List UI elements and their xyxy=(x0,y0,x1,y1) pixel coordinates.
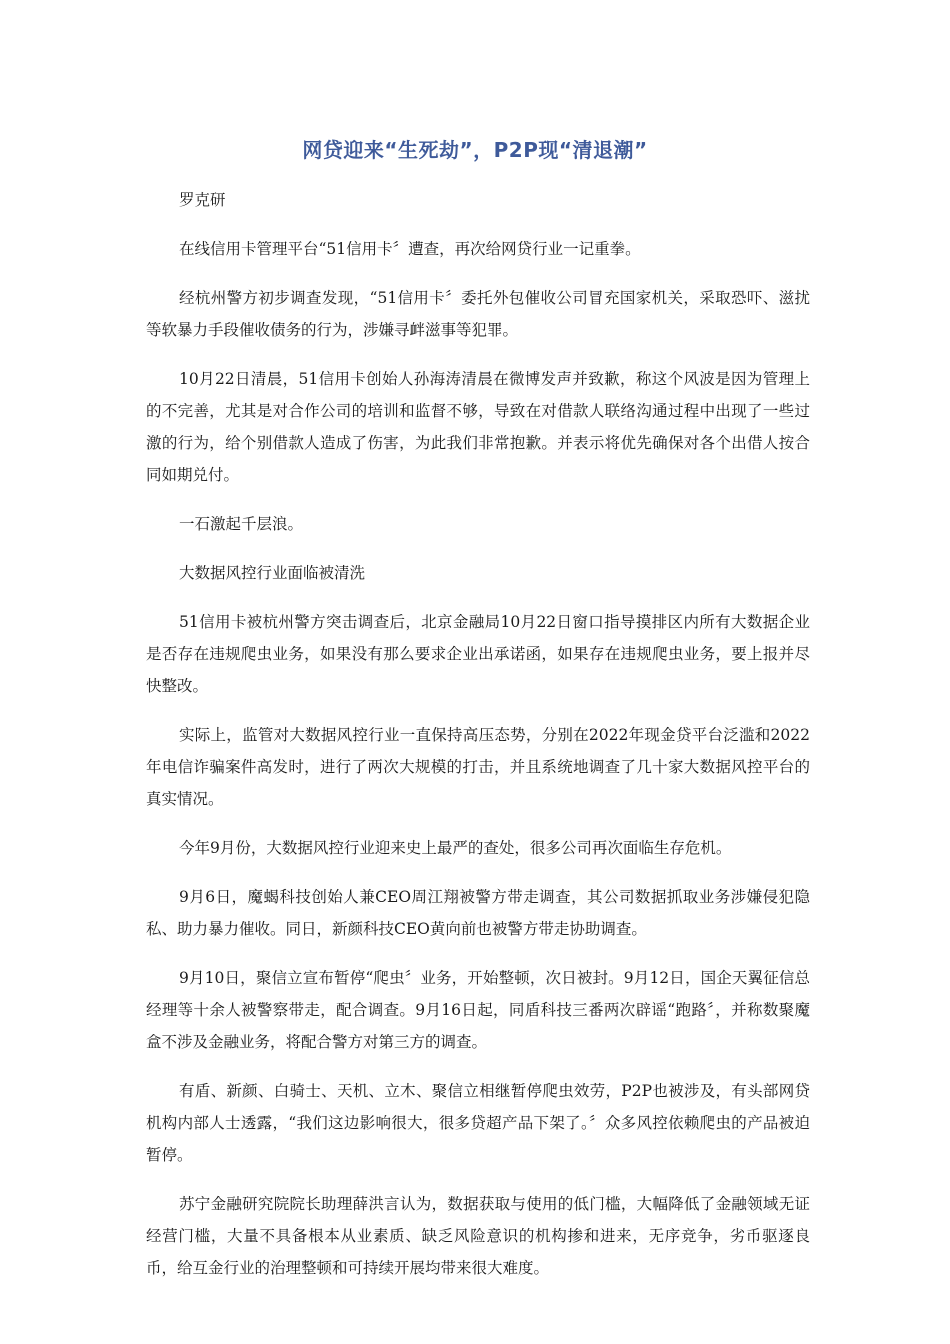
paragraph: 10月22日清晨，51信用卡创始人孙海涛清晨在微博发声并致歉，称这个风波是因为管理上的不完善，尤其是对合作公司的培训和监督不够，导致在对借款人联络沟通过程中出现了一些过激的行为，给个别借款人造成了伤害，为此我们非常抱歉。并表示将优先确保对各个出借人按合同如期兑付。 xyxy=(146,370,810,484)
paragraph: 实际上，监管对大数据风控行业一直保持高压态势，分别在2022年现金贷平台泛滥和2022年电信诈骗案件高发时，进行了两次大规模的打击，并且系统地调查了几十家大数据风控平台的真实情况。 xyxy=(146,726,810,808)
article-title: 网贷迎来“生死劫”，P2P现“清退潮” xyxy=(302,138,648,162)
paragraph: 经杭州警方初步调查发现，“51信用卡〞委托外包催收公司冒充国家机关，采取恐吓、滋扰等软暴力手段催收债务的行为，涉嫌寻衅滋事等犯罪。 xyxy=(146,289,810,339)
paragraph: 51信用卡被杭州警方突击调查后，北京金融局10月22日窗口指导摸排区内所有大数据企业是否存在违规爬虫业务，如果没有那么要求企业出承诺函，如果存在违规爬虫业务，要上报并尽快整改。 xyxy=(146,613,810,695)
article-body xyxy=(146,184,810,1301)
paragraph: 9月6日，魔蝎科技创始人兼CEO周江翔被警方带走调查，其公司数据抓取业务涉嫌侵犯隐私、助力暴力催收。同日，新颜科技CEO黄向前也被警方带走协助调查。 xyxy=(146,888,810,938)
author-byline: 罗克研 xyxy=(179,191,226,209)
paragraph: 苏宁金融研究院院长助理薛洪言认为，数据获取与使用的低门槛，大幅降低了金融领域无证经营门槛，大量不具备根本从业素质、缺乏风险意识的机构掺和进来，无序竞争，劣币驱逐良币，给互金行业的治理整顿和可持续开展均带来很大难度。 xyxy=(146,1195,810,1277)
paragraph: 今年9月份，大数据风控行业迎来史上最严的查处，很多公司再次面临生存危机。 xyxy=(179,839,732,857)
section-heading: 大数据风控行业面临被清洗 xyxy=(179,564,366,582)
paragraph: 一石激起千层浪。 xyxy=(179,515,304,533)
paragraph: 9月10日，聚信立宣布暂停“爬虫〞业务，开始整顿，次日被封。9月12日，国企天翼征信总经理等十余人被警察带走，配合调查。9月16日起，同盾科技三番两次辟谣“跑路〞，并称数聚魔盒不涉及金融业务，将配合警方对第三方的调查。 xyxy=(146,969,810,1051)
paragraph: 有盾、新颜、白骑士、天机、立木、聚信立相继暂停爬虫效劳，P2P也被涉及，有头部网贷机构内部人士透露，“我们这边影响很大，很多贷超产品下架了。〞众多风控依赖爬虫的产品被迫暂停。 xyxy=(146,1082,810,1164)
paragraph: 在线信用卡管理平台“51信用卡〞遭查，再次给网贷行业一记重拳。 xyxy=(179,240,641,258)
